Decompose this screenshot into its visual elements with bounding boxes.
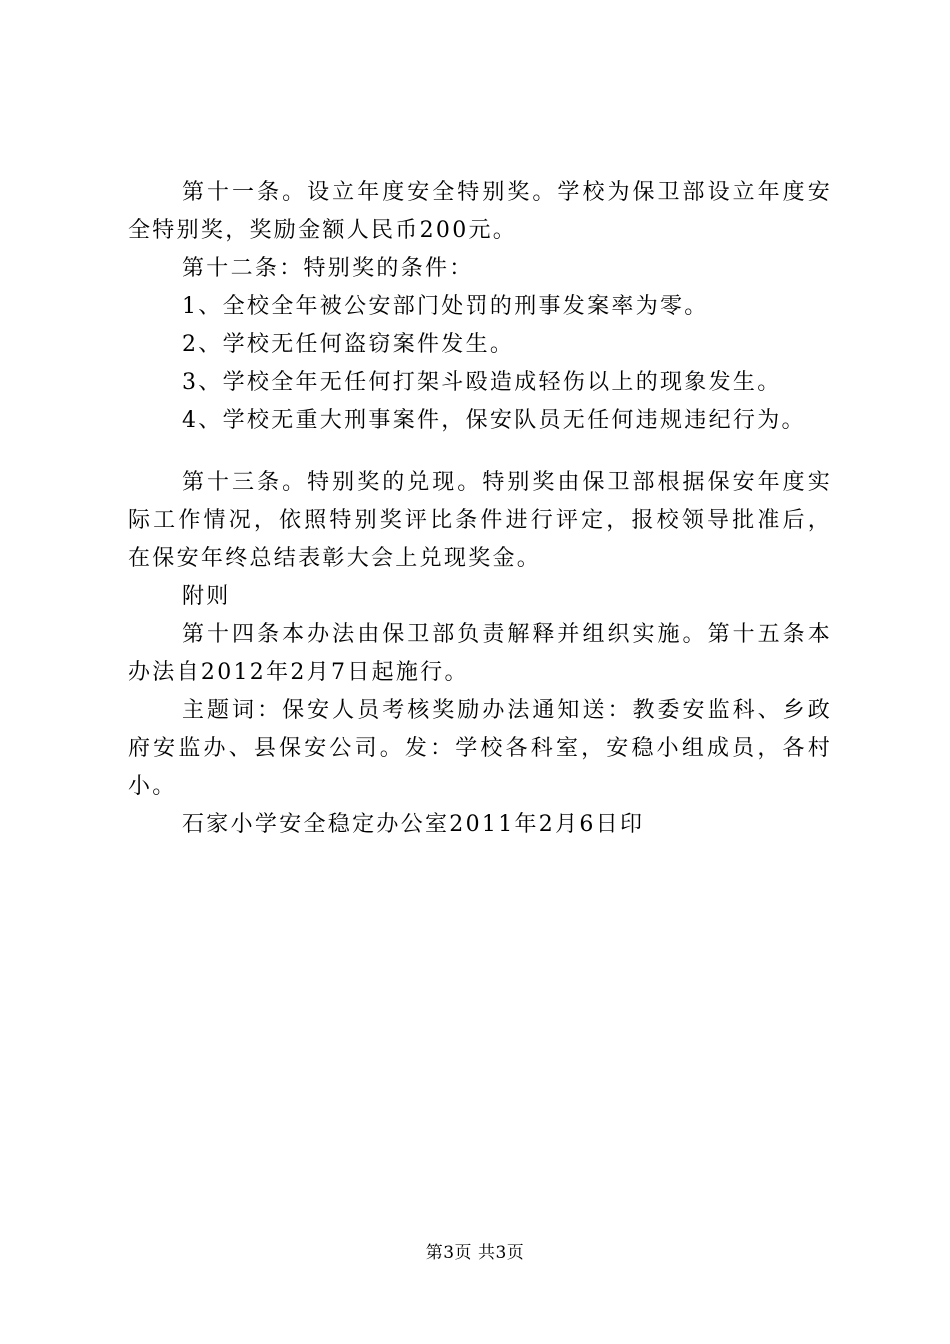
article-14-15-paragraph: 第十四条本办法由保卫部负责解释并组织实施。第十五条本办法自2012年2月7日起施行。 (128, 622, 832, 685)
document-body (128, 174, 832, 844)
page-number-footer: 第3页 共3页 (425, 1243, 525, 1263)
condition-item-2: 2、学校无任何盗窃案件发生。 (182, 332, 515, 357)
condition-item-4: 4、学校无重大刑事案件，保安队员无任何违规违纪行为。 (182, 408, 806, 433)
article-12-heading: 第十二条：特别奖的条件： (182, 256, 474, 281)
article-11-paragraph: 第十一条。设立年度安全特别奖。学校为保卫部设立年度安全特别奖，奖励金额人民币200元。 (128, 180, 832, 243)
appendix-heading: 附则 (182, 584, 231, 609)
condition-item-1: 1、全校全年被公安部门处罚的刑事发案率为零。 (182, 294, 709, 319)
issuer-signature-line: 石家小学安全稳定办公室2011年2月6日印 (182, 812, 645, 837)
subject-and-distribution: 主题词：保安人员考核奖励办法通知送：教委安监科、乡政府安监办、县保安公司。发：学校各科室，安稳小组成员，各村小。 (128, 698, 832, 799)
article-13-paragraph: 第十三条。特别奖的兑现。特别奖由保卫部根据保安年度实际工作情况，依照特别奖评比条件进行评定，报校领导批准后，在保安年终总结表彰大会上兑现奖金。 (128, 470, 832, 571)
paragraph-spacer (128, 440, 832, 464)
condition-item-3: 3、学校全年无任何打架斗殴造成轻伤以上的现象发生。 (182, 370, 782, 395)
